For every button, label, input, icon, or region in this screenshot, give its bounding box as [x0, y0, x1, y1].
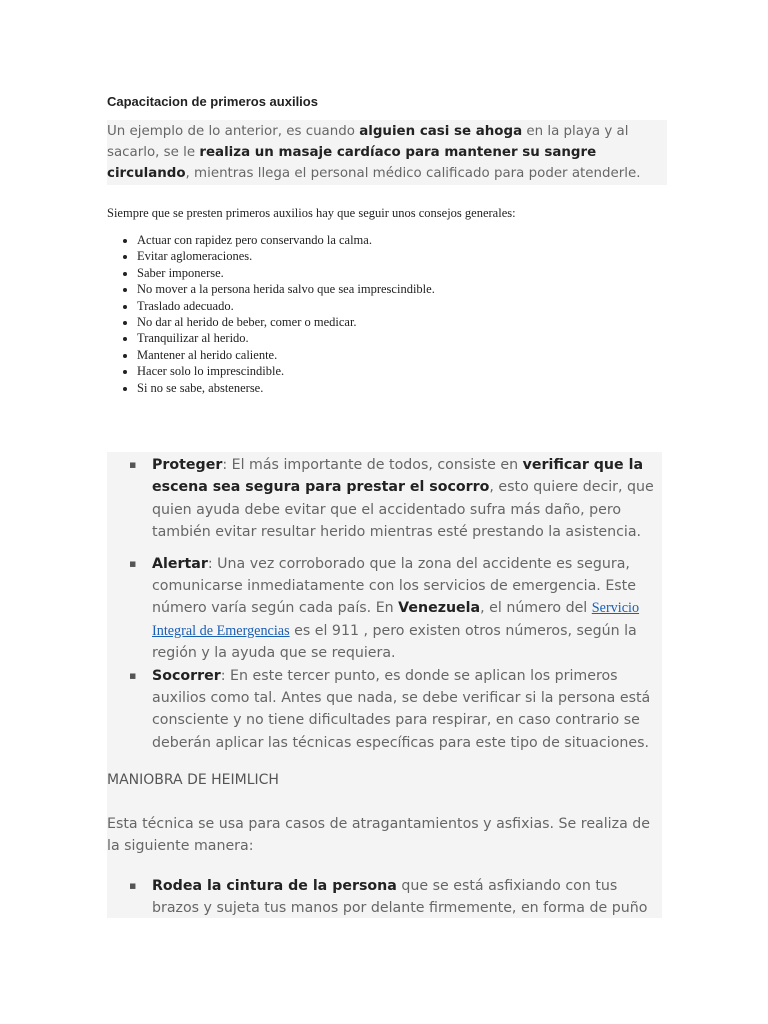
intro-bold-1: alguien casi se ahoga [359, 124, 523, 139]
step-text: , esto quiere decir, que quien ayuda debe evitar que el accidentado sufra más daño, pero también evitar resultar herido mientras esté prestando la asistencia. [152, 479, 654, 541]
heimlich-title: MANIOBRA DE HEIMLICH [107, 772, 279, 788]
square-bullet-icon: ▪ [129, 556, 137, 570]
list-item: • Si no se sabe, abstenerse. [137, 380, 667, 396]
step-text: : En este tercer punto, es donde se aplican los primeros auxilios como tal. Antes que nada, se debe verificar si la persona está consciente y no tiene dificultades para respirar, en caso contrario se deberán aplicar las técnicas específicas para este tipo de situaciones. [152, 667, 651, 751]
intro-paragraph [107, 120, 667, 185]
steps-section [107, 454, 662, 754]
servicio-link[interactable]: Servicio Integral de Emergencias [152, 600, 640, 639]
rodea-list [107, 875, 662, 920]
consejos-intro: Siempre que se presten primeros auxilios hay que seguir unos consejos generales: [107, 206, 516, 220]
step-text: es el 911 , pero existen otros números, según la región y la ayuda que se requiera. [152, 622, 637, 662]
step-rodea [107, 875, 662, 920]
rodea-section [107, 875, 662, 920]
step-socorrer [107, 665, 662, 755]
consejos-list [107, 232, 667, 396]
intro-text-1: Un ejemplo de lo anterior, es cuando [107, 124, 360, 139]
intro-text-2: en la playa y al sacarlo, se le [107, 124, 629, 160]
list-item: • No dar al herido de beber, comer o medicar. [137, 314, 667, 330]
square-bullet-icon: ▪ [129, 458, 137, 471]
list-item: • Actuar con rapidez pero conservando la calma. [137, 232, 667, 248]
square-bullet-icon: ▪ [129, 668, 137, 682]
step-text: que se está asfixiando con tus brazos y sujeta tus manos por delante firmemente, en forma de puño [152, 878, 648, 917]
step-bold: Venezuela [398, 600, 481, 617]
step-text: : Una vez corroborado que la zona del accidente es segura, comunicarse inmediatamente con los servicios de emergencia. Este número varía según cada país. En [152, 555, 636, 617]
step-alertar [107, 553, 662, 665]
step-proteger [107, 454, 662, 544]
list-item: • No mover a la persona herida salvo que sea imprescindible. [137, 281, 667, 297]
step-text: , el número del [480, 600, 592, 617]
list-item: • Evitar aglomeraciones. [137, 248, 667, 264]
intro-bold-2: realiza un masaje cardíaco para mantener su sangre circulando [107, 145, 597, 181]
list-item: • Tranquilizar al herido. [137, 330, 667, 346]
page-heading: Capacitacion de primeros auxilios [107, 94, 318, 109]
list-item: • Hacer solo lo imprescindible. [137, 363, 667, 379]
step-text: : El más importante de todos, consiste en [222, 457, 523, 473]
step-bold: verificar que la escena sea segura para prestar el socorro [152, 457, 644, 496]
list-item: • Saber imponerse. [137, 265, 667, 281]
square-bullet-icon: ▪ [129, 879, 137, 892]
consejos-section [107, 206, 667, 396]
step-proteger-title: Proteger [152, 457, 223, 473]
steps-list [107, 454, 662, 754]
step-rodea-title: Rodea la cintura de la persona [152, 878, 397, 894]
step-socorrer-title: Socorrer [152, 667, 221, 684]
list-item: • Mantener al herido caliente. [137, 347, 667, 363]
list-item: • Traslado adecuado. [137, 298, 667, 314]
step-alertar-title: Alertar [152, 555, 208, 572]
intro-text-3: , mientras llega el personal médico calificado para poder atenderle. [185, 166, 641, 181]
tecnica-paragraph: Esta técnica se usa para casos de atragantamientos y asfixias. Se realiza de la siguiente manera: [107, 816, 651, 855]
